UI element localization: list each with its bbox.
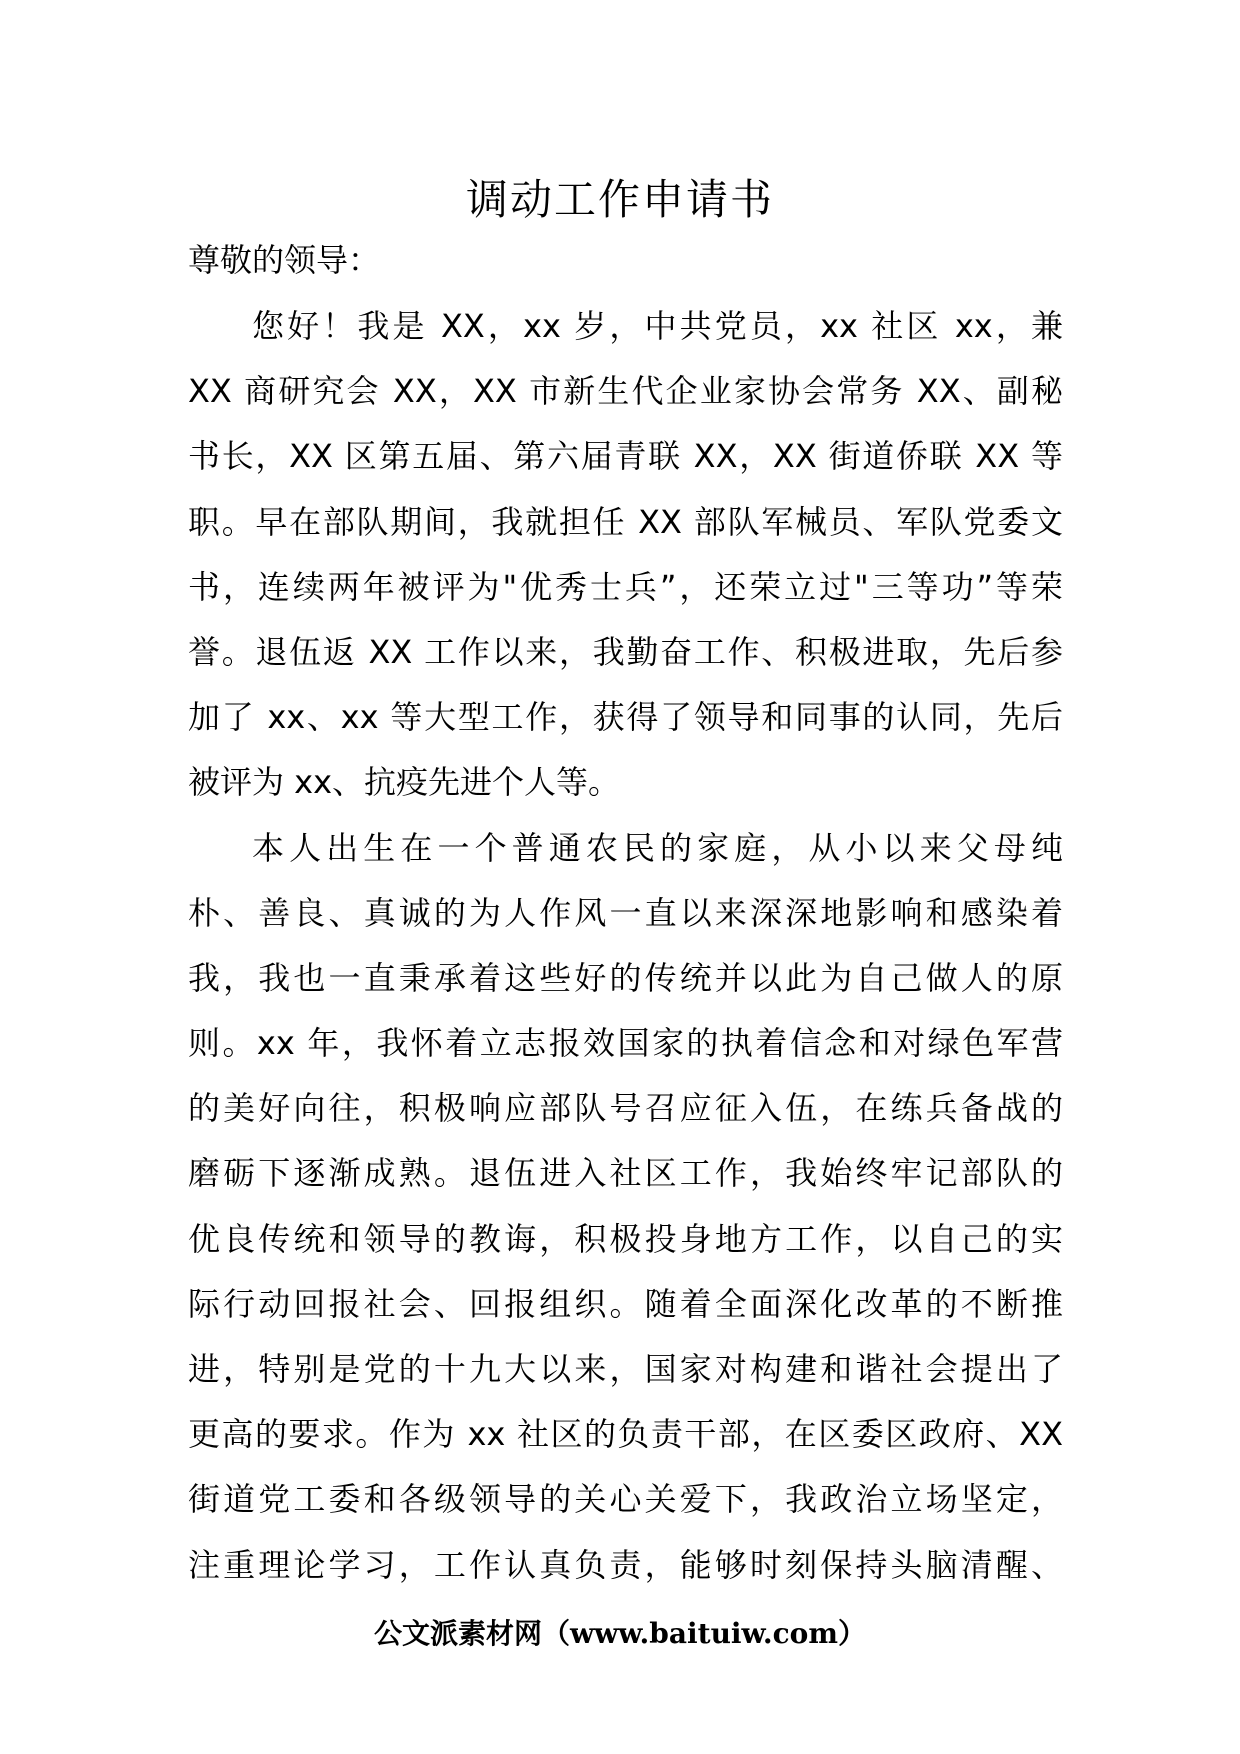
text-line: XX 商研究会 XX，XX 市新生代企业家协会常务 XX、副秘 <box>188 372 1063 411</box>
text-line: 本人出生在一个普通农民的家庭，从小以来父母纯 <box>252 828 1063 867</box>
text-line: 加了 xx、xx 等大型工作，获得了领导和同事的认同，先后 <box>188 698 1063 737</box>
text-line: 注重理论学习，工作认真负责，能够时刻保持头脑清醒、 <box>188 1545 1063 1584</box>
text-line: 更高的要求。作为 xx 社区的负责干部，在区委区政府、XX <box>188 1415 1063 1454</box>
text-line: 书，连续两年被评为"优秀士兵”，还荣立过"三等功”等荣 <box>188 567 1063 606</box>
text-line: 您好！我是 XX，xx 岁，中共党员，xx 社区 xx，兼 <box>252 307 1063 345</box>
text-line: 职。早在部队期间，我就担任 XX 部队军械员、军队党委文 <box>188 502 1063 541</box>
text-line: 进，特别是党的十九大以来，国家对构建和谐社会提出了 <box>188 1350 1063 1388</box>
document-title: 调动工作申请书 <box>465 175 774 224</box>
body-text <box>188 298 1063 1602</box>
text-line: 街道党工委和各级领导的关心关爱下，我政治立场坚定， <box>188 1480 1063 1519</box>
text-line: 我，我也一直秉承着这些好的传统并以此为自己做人的原 <box>188 958 1063 997</box>
footer-watermark: 公文派素材网（www.baituiw.com） <box>374 1617 866 1650</box>
text-line: 誉。退伍返 XX 工作以来，我勤奋工作、积极进取，先后参 <box>188 632 1063 671</box>
text-line: 被评为 xx、抗疫先进个人等。 <box>188 763 621 802</box>
text-line: 优良传统和领导的教诲，积极投身地方工作，以自己的实 <box>188 1219 1063 1258</box>
text-line: 际行动回报社会、回报组织。随着全面深化改革的不断推 <box>188 1284 1063 1323</box>
salutation: 尊敬的领导： <box>188 241 381 279</box>
text-line: 磨砺下逐渐成熟。退伍进入社区工作，我始终牢记部队的 <box>188 1154 1063 1193</box>
text-line: 则。xx 年，我怀着立志报效国家的执着信念和对绿色军营 <box>188 1024 1063 1063</box>
text-line: 的美好向往，积极响应部队号召应征入伍，在练兵备战的 <box>188 1089 1063 1128</box>
text-line: 书长，XX 区第五届、第六届青联 XX，XX 街道侨联 XX 等 <box>188 437 1063 476</box>
text-line: 朴、善良、真诚的为人作风一直以来深深地影响和感染着 <box>188 893 1063 932</box>
